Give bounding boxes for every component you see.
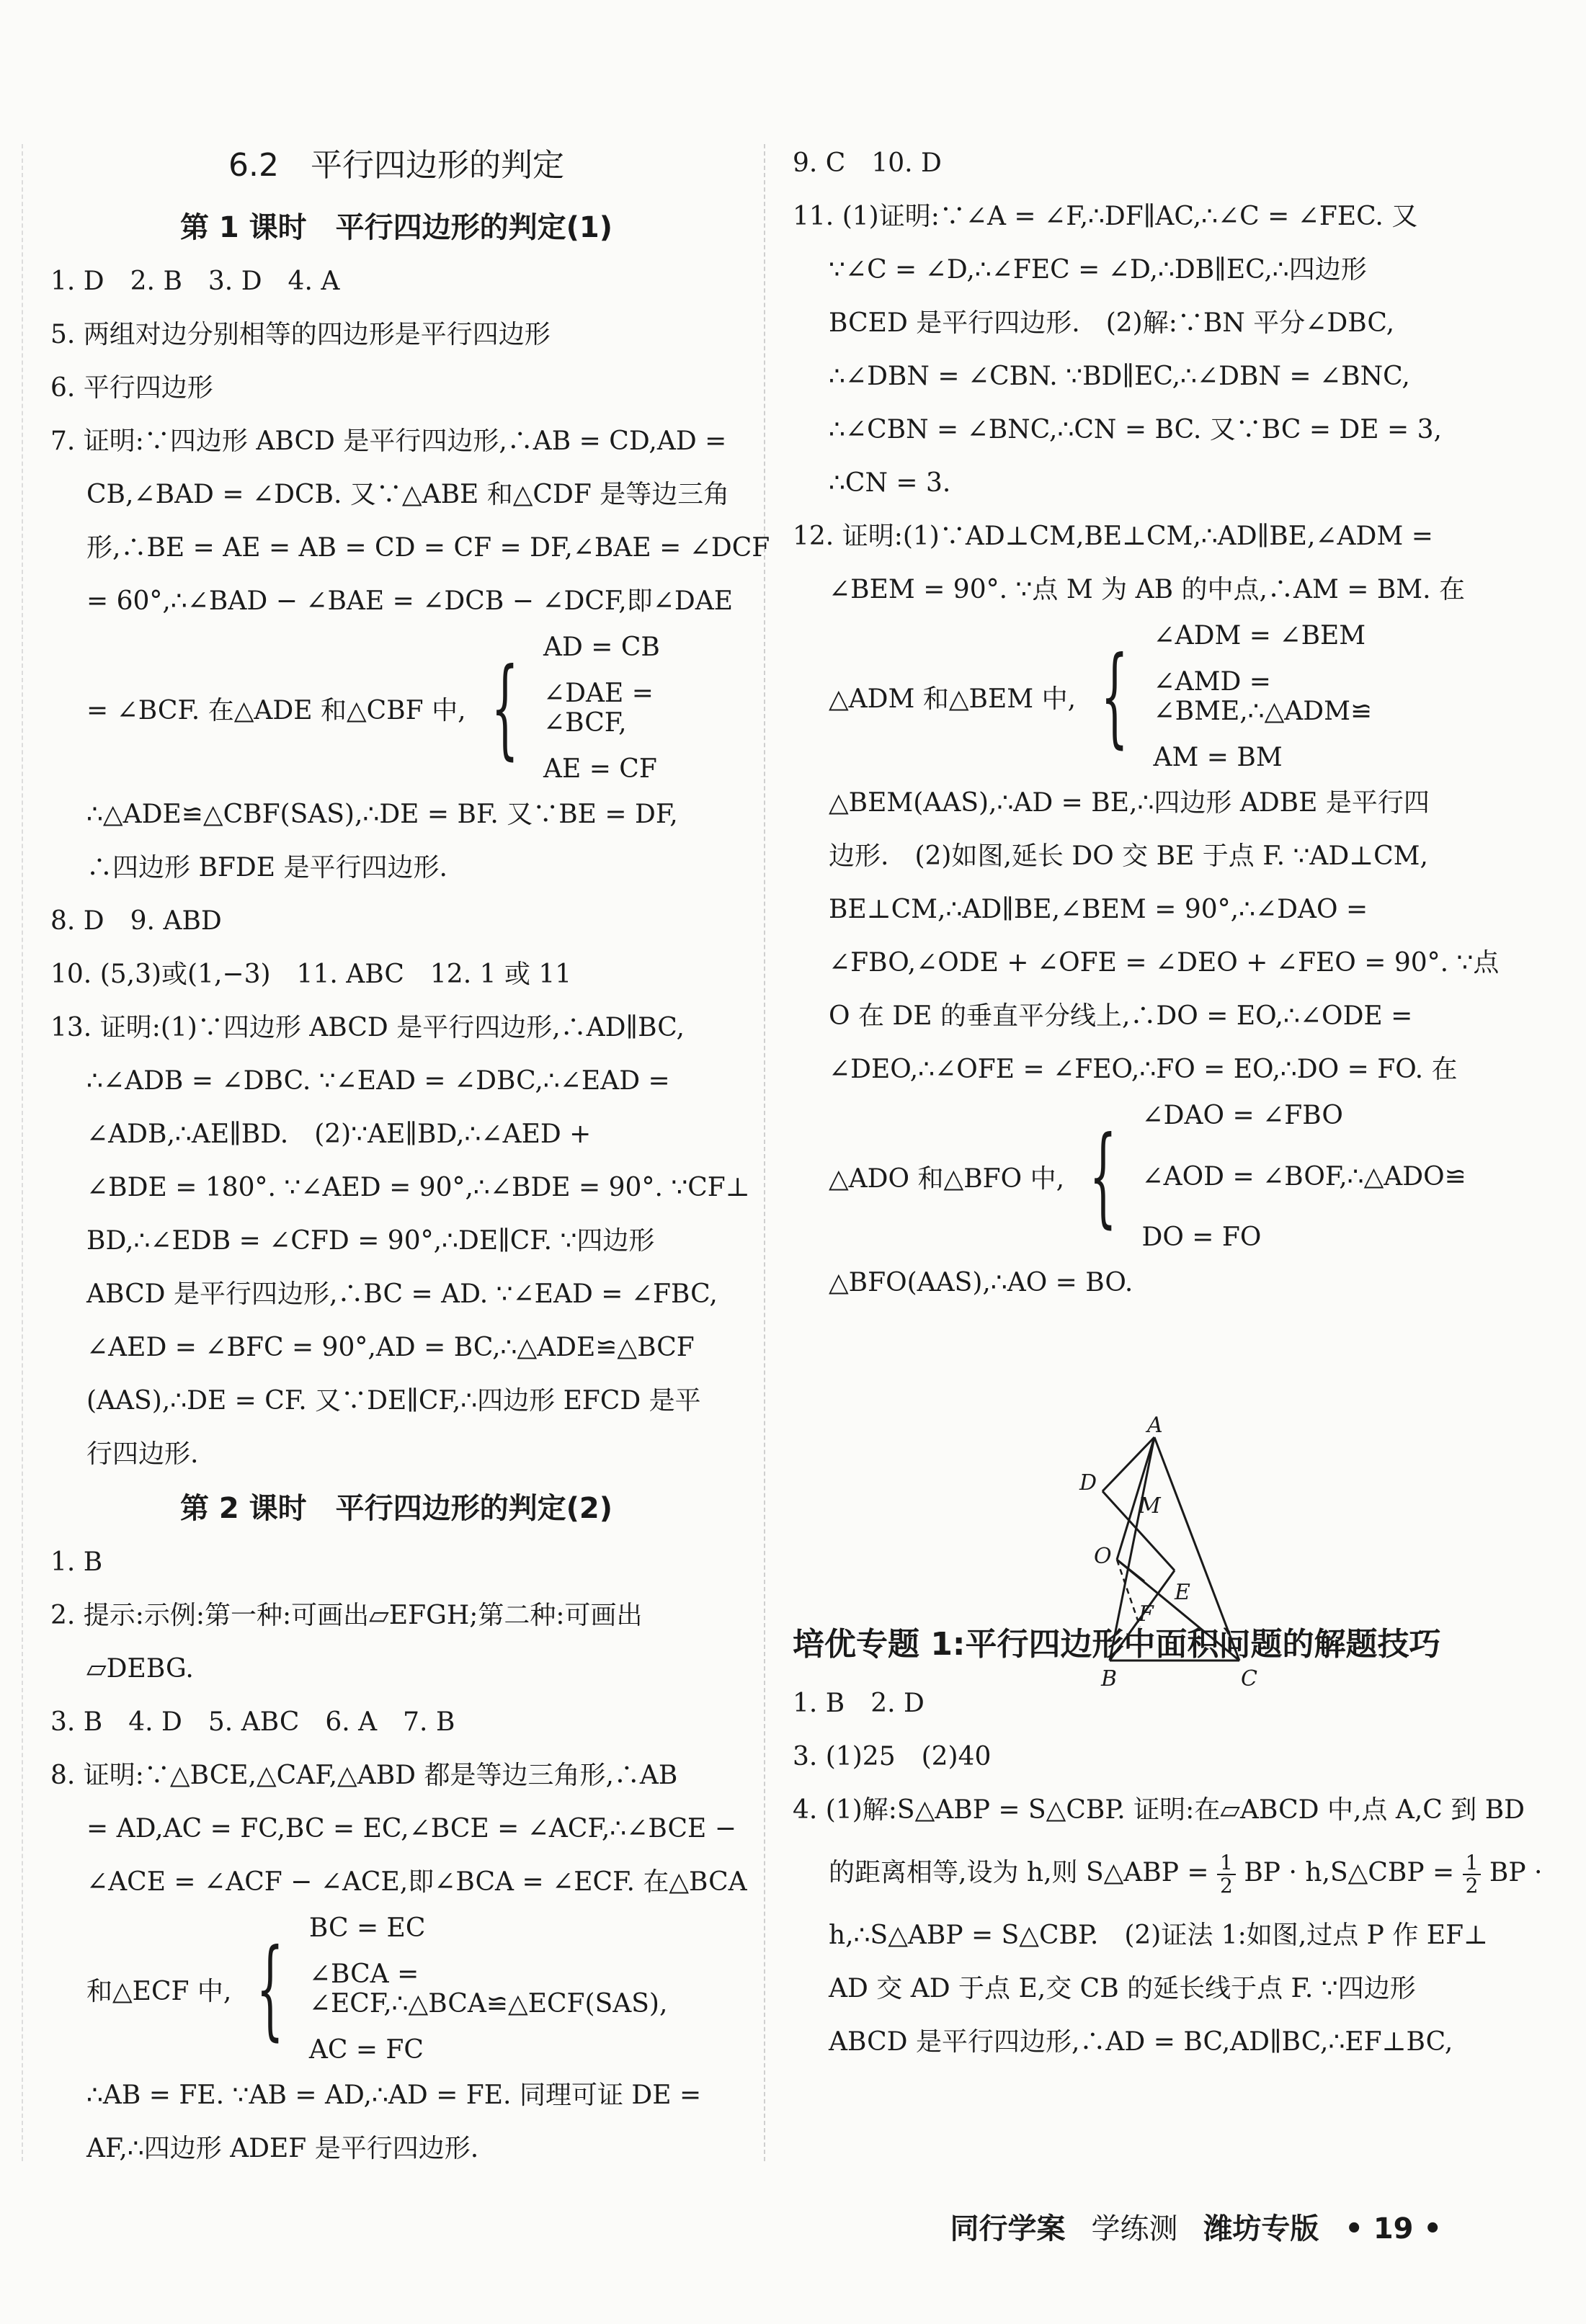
answer-line: BD,∴∠EDB = ∠CFD = 90°,∴DE∥CF. ∵四边形: [86, 1226, 655, 1256]
left-margin-line: [22, 144, 23, 2161]
answer-line: BCED 是平行四边形. (2)解:∵BN 平分∠DBC,: [829, 308, 1395, 338]
answer-line: 7. 证明:∵四边形 ABCD 是平行四边形,∴AB = CD,AD =: [50, 426, 727, 456]
system-item: AC = FC: [308, 2035, 424, 2065]
segment-ab: [1110, 1437, 1154, 1661]
segment-ac: [1154, 1437, 1239, 1661]
label-o: O: [1094, 1544, 1112, 1569]
system-item: ∠AMD = ∠BME,∴△ADM≌: [1153, 667, 1373, 726]
answer-line: 11. (1)证明:∵∠A = ∠F,∴DF∥AC,∴∠C = ∠FEC. 又: [793, 202, 1418, 231]
system-lead: = ∠BCF. 在△ADE 和△CBF 中,: [86, 695, 466, 725]
answer-line: ∴∠ADB = ∠DBC. ∵∠EAD = ∠DBC,∴∠EAD =: [86, 1066, 670, 1096]
answer-line: (AAS),∴DE = CF. 又∵DE∥CF,∴四边形 EFCD 是平: [86, 1386, 701, 1416]
answer-line: 2. 提示:示例:第一种:可画出▱EFGH;第二种:可画出: [50, 1601, 643, 1630]
answer-line: ∠ADB,∴AE∥BD. (2)∵AE∥BD,∴∠AED +: [86, 1119, 592, 1149]
answer-line: ∵∠C = ∠D,∴∠FEC = ∠D,∴DB∥EC,∴四边形: [829, 255, 1367, 285]
answer-line: ∴AB = FE. ∵AB = AD,∴AD = FE. 同理可证 DE =: [86, 2081, 702, 2110]
system-item: DO = FO: [1141, 1223, 1262, 1252]
footer-sub: 学练测: [1091, 2212, 1178, 2245]
system-item: ∠ADM = ∠BEM: [1153, 621, 1366, 651]
answer-line: 4. (1)解:S△ABP = S△CBP. 证明:在▱ABCD 中,点 A,C 到 BD: [793, 1795, 1525, 1825]
denominator: 2: [1220, 1874, 1233, 1898]
system-lead: 和△ECF 中,: [86, 1976, 232, 2006]
fraction-half: [1463, 1852, 1482, 1897]
column-divider: [764, 144, 765, 2161]
answer-line: CB,∠BAD = ∠DCB. 又∵△ABE 和△CDF 是等边三角: [86, 480, 730, 509]
system-item: BC = EC: [308, 1913, 426, 1943]
label-b: B: [1101, 1666, 1118, 1691]
left-column: [50, 137, 770, 2176]
answer-line: ∠BDE = 180°. ∵∠AED = 90°,∴∠BDE = 90°. ∵CF⊥: [86, 1173, 750, 1202]
answer-line: = AD,AC = FC,BC = EC,∠BCE = ∠ACF,∴∠BCE −: [86, 1814, 736, 1843]
page-footer: [935, 2206, 1442, 2247]
text-segment: BP · h,S△CBP =: [1244, 1858, 1455, 1887]
system-item: AD = CB: [543, 633, 660, 662]
answer-line: 12. 证明:(1)∵AD⊥CM,BE⊥CM,∴AD∥BE,∠ADM =: [793, 522, 1433, 551]
label-e: E: [1175, 1580, 1190, 1605]
answer-line: 3. (1)25 (2)40: [793, 1742, 992, 1771]
answer-line: h,∴S△ABP = S△CBP. (2)证法 1:如图,过点 P 作 EF⊥: [829, 1921, 1488, 1950]
answer-line: ▱DEBG.: [86, 1654, 194, 1684]
answer-line: 行四边形.: [86, 1439, 199, 1469]
system-item: ∠DAE = ∠BCF,: [543, 679, 654, 738]
footer-brand: 同行学案: [950, 2212, 1066, 2245]
equation-system: [50, 628, 742, 788]
label-f: F: [1139, 1601, 1154, 1627]
answer-line: ∴△ADE≌△CBF(SAS),∴DE = BF. 又∵BE = DF,: [86, 800, 678, 829]
geometry-figure: [1030, 1412, 1290, 1691]
answer-line: 3. B 4. D 5. ABC 6. A 7. B: [50, 1707, 455, 1737]
answer-line: 5. 两组对边分别相等的四边形是平行四边形: [50, 320, 551, 349]
text-segment: 的距离相等,设为 h,则 S△ABP =: [829, 1858, 1209, 1887]
answer-line: △BEM(AAS),∴AD = BE,∴四边形 ADBE 是平行四: [829, 788, 1430, 818]
label-m: M: [1139, 1493, 1161, 1519]
brace-symbol: {: [1089, 1114, 1117, 1239]
answer-line: 9. C 10. D: [793, 148, 942, 178]
system-item: ∠BCA = ∠ECF,∴△BCA≌△ECF(SAS),: [308, 1959, 668, 2019]
footer-edition: 潍坊专版: [1203, 2212, 1319, 2245]
numerator: 1: [1463, 1852, 1482, 1875]
lesson1-title: 第 1 课时 平行四边形的判定(1): [179, 211, 613, 244]
equation-system: [793, 1096, 1484, 1256]
answer-line: O 在 DE 的垂直平分线上,∴DO = EO,∴∠ODE =: [829, 1001, 1413, 1031]
answer-line: ∴CN = 3.: [829, 468, 951, 498]
system-item: AM = BM: [1153, 743, 1283, 772]
answer-line: 1. B 2. D: [793, 1689, 925, 1718]
answer-line-with-fraction: [793, 1837, 1543, 1909]
brace-symbol: {: [257, 1926, 285, 2052]
answer-line: ABCD 是平行四边形,∴AD = BC,AD∥BC,∴EF⊥BC,: [829, 2027, 1453, 2057]
answer-line: ∠BEM = 90°. ∵点 M 为 AB 的中点,∴AM = BM. 在: [829, 575, 1466, 604]
answer-line: ∴四边形 BFDE 是平行四边形.: [86, 853, 447, 882]
answer-line: ∴∠CBN = ∠BNC,∴CN = BC. 又∵BC = DE = 3,: [829, 415, 1442, 444]
answer-line: AF,∴四边形 ADEF 是平行四边形.: [86, 2134, 479, 2163]
answer-line: ∴∠DBN = ∠CBN. ∵BD∥EC,∴∠DBN = ∠BNC,: [829, 362, 1410, 391]
answer-line: 6. 平行四边形: [50, 373, 213, 403]
section-title: 6.2 平行四边形的判定: [228, 147, 564, 184]
brace-symbol: {: [491, 645, 519, 771]
system-item: AE = CF: [543, 754, 657, 784]
answer-line: ∠DEO,∴∠OFE = ∠FEO,∴FO = EO,∴DO = FO. 在: [829, 1055, 1458, 1084]
system-lead: △ADM 和△BEM 中,: [829, 684, 1077, 714]
answer-line: AD 交 AD 于点 E,交 CB 的延长线于点 F. ∵四边形: [829, 1974, 1416, 2003]
answer-line: ∠FBO,∠ODE + ∠OFE = ∠DEO + ∠FEO = 90°. ∵点: [829, 948, 1500, 978]
answer-line: 1. B: [50, 1547, 103, 1577]
numerator: 1: [1217, 1852, 1236, 1875]
brace-symbol: {: [1100, 634, 1128, 759]
system-lead: △ADO 和△BFO 中,: [829, 1163, 1065, 1194]
answer-line: BE⊥CM,∴AD∥BE,∠BEM = 90°,∴∠DAO =: [829, 895, 1368, 924]
system-item: ∠AOD = ∠BOF,∴△ADO≌: [1141, 1161, 1466, 1192]
label-c: C: [1241, 1666, 1257, 1691]
fraction-half: [1217, 1852, 1236, 1897]
right-column: [793, 137, 1543, 2069]
answer-line: ∠ACE = ∠ACF − ∠ACE,即∠BCA = ∠ECF. 在△BCA: [86, 1867, 747, 1897]
lesson2-title: 第 2 课时 平行四边形的判定(2): [179, 1492, 613, 1525]
answer-line: 13. 证明:(1)∵四边形 ABCD 是平行四边形,∴AD∥BC,: [50, 1013, 685, 1042]
answer-line: ABCD 是平行四边形,∴BC = AD. ∵∠EAD = ∠FBC,: [86, 1279, 718, 1309]
page-number: • 19 •: [1345, 2212, 1442, 2245]
equation-system: [50, 1909, 742, 2069]
text-segment: BP ·: [1489, 1858, 1543, 1887]
answer-line: 8. 证明:∵△BCE,△CAF,△ABD 都是等边三角形,∴AB: [50, 1761, 678, 1790]
answer-line: 1. D 2. B 3. D 4. A: [50, 267, 340, 296]
label-d: D: [1079, 1470, 1097, 1496]
label-a: A: [1147, 1413, 1163, 1438]
answer-line: △BFO(AAS),∴AO = BO.: [829, 1268, 1133, 1297]
answer-line: ∠AED = ∠BFC = 90°,AD = BC,∴△ADE≌△BCF: [86, 1333, 695, 1362]
answer-line: 8. D 9. ABD: [50, 906, 222, 936]
answer-line: = 60°,∴∠BAD − ∠BAE = ∠DCB − ∠DCF,即∠DAE: [86, 586, 734, 616]
denominator: 2: [1465, 1874, 1479, 1898]
answer-line: 边形. (2)如图,延长 DO 交 BE 于点 F. ∵AD⊥CM,: [829, 841, 1428, 871]
answer-line: 10. (5,3)或(1,−3) 11. ABC 12. 1 或 11: [50, 960, 572, 989]
system-item: ∠DAO = ∠FBO: [1141, 1101, 1343, 1130]
equation-system: [793, 617, 1484, 777]
special-topic-title: 培优专题 1:平行四边形中面积问题的解题技巧: [793, 1626, 1441, 1663]
answer-line: 形,∴BE = AE = AB = CD = CF = DF,∠BAE = ∠DCF: [86, 533, 770, 563]
